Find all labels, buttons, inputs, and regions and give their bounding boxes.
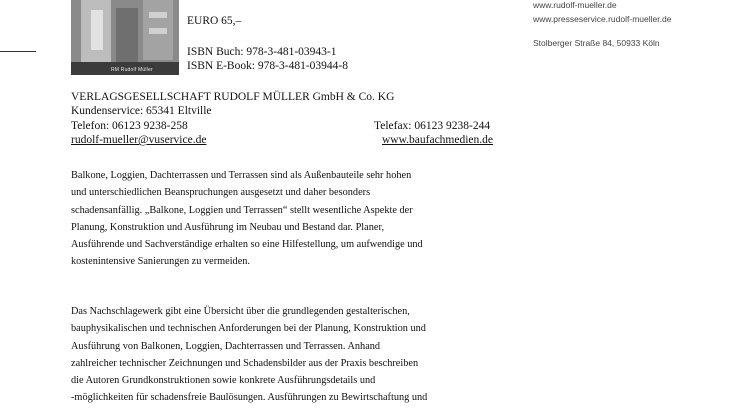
paragraph-line: Balkone, Loggien, Dachterrassen und Terrassen sind als Außenbauteile sehr hohen <box>71 170 412 181</box>
paragraph-line: kostenintensive Sanierungen zu vermeiden. <box>71 256 250 268</box>
isbn-print: ISBN Buch: 978-3-481-03943-1 <box>187 46 337 58</box>
publisher-website-link[interactable]: www.rudolf-mueller.de <box>533 0 617 10</box>
cover-building-block <box>91 10 103 50</box>
paragraph-line: die Autoren Grundkonstruktionen sowie konkrete Ausführungsdetails und <box>71 375 376 387</box>
isbn-ebook: ISBN E-Book: 978-3-481-03944-8 <box>187 60 348 72</box>
paragraph-line: und unterschiedlichen Beanspruchungen ausgesetzt und daher besonders <box>71 187 371 199</box>
publisher-name: VERLAGSGESELLSCHAFT RUDOLF MÜLLER GmbH & Co. KG <box>71 91 395 103</box>
paragraph-line: zahlreicher technischer Zeichnungen und Schadensbilder aus der Praxis beschreiben <box>71 357 419 369</box>
cover-publisher-logo: RM Rudolf Müller <box>111 67 153 73</box>
cover-footer-strip <box>71 62 179 75</box>
paragraph-line: schadensanfällig. „Balkone, Loggien und Terrassen“ stellt wesentliche Aspekte der <box>71 204 413 216</box>
paragraph-line: -möglichkeiten für schadensfreie Baulösungen. Ausführungen zu Bewirtschaftung und <box>71 392 428 404</box>
email-link[interactable]: rudolf-mueller@vuservice.de <box>71 134 207 146</box>
description-paragraph-1 <box>71 167 541 271</box>
press-service-link[interactable]: www.presseservice.rudolf-mueller.de <box>533 14 672 24</box>
customer-service: Kundenservice: 65341 Eltville <box>71 105 212 117</box>
divider-line <box>0 51 36 52</box>
description-paragraph-2 <box>71 303 541 407</box>
baufachmedien-link[interactable]: www.baufachmedien.de <box>382 134 494 146</box>
book-cover-image <box>71 0 179 75</box>
paragraph-line: Das Nachschlagewerk gibt eine Übersicht über die grundlegenden gestalterischen, <box>71 306 410 317</box>
book-price: EURO 65,– <box>187 15 242 27</box>
fax-number: Telefax: 06123 9238-244 <box>374 120 491 132</box>
paragraph-line: Planung, Konstruktion und Ausführung im Neubau und Bestand dar. Planer, <box>71 221 385 233</box>
paragraph-line: Ausführende und Sachverständige erhalten so eine Hilfestellung, um aufwendige und <box>71 239 423 251</box>
paragraph-line: Ausführung von Balkonen, Loggien, Dachterrassen und Terrassen. Anhand <box>71 340 381 352</box>
phone-number: Telefon: 06123 9238-258 <box>71 120 188 132</box>
publisher-address: Stolberger Straße 84, 50933 Köln <box>533 38 660 48</box>
cover-building-block <box>149 12 167 18</box>
cover-building-block <box>149 28 167 34</box>
paragraph-line: bauphysikalischen und technischen Anforderungen bei der Planung, Konstruktion und <box>71 323 426 335</box>
cover-building-block <box>116 8 138 63</box>
